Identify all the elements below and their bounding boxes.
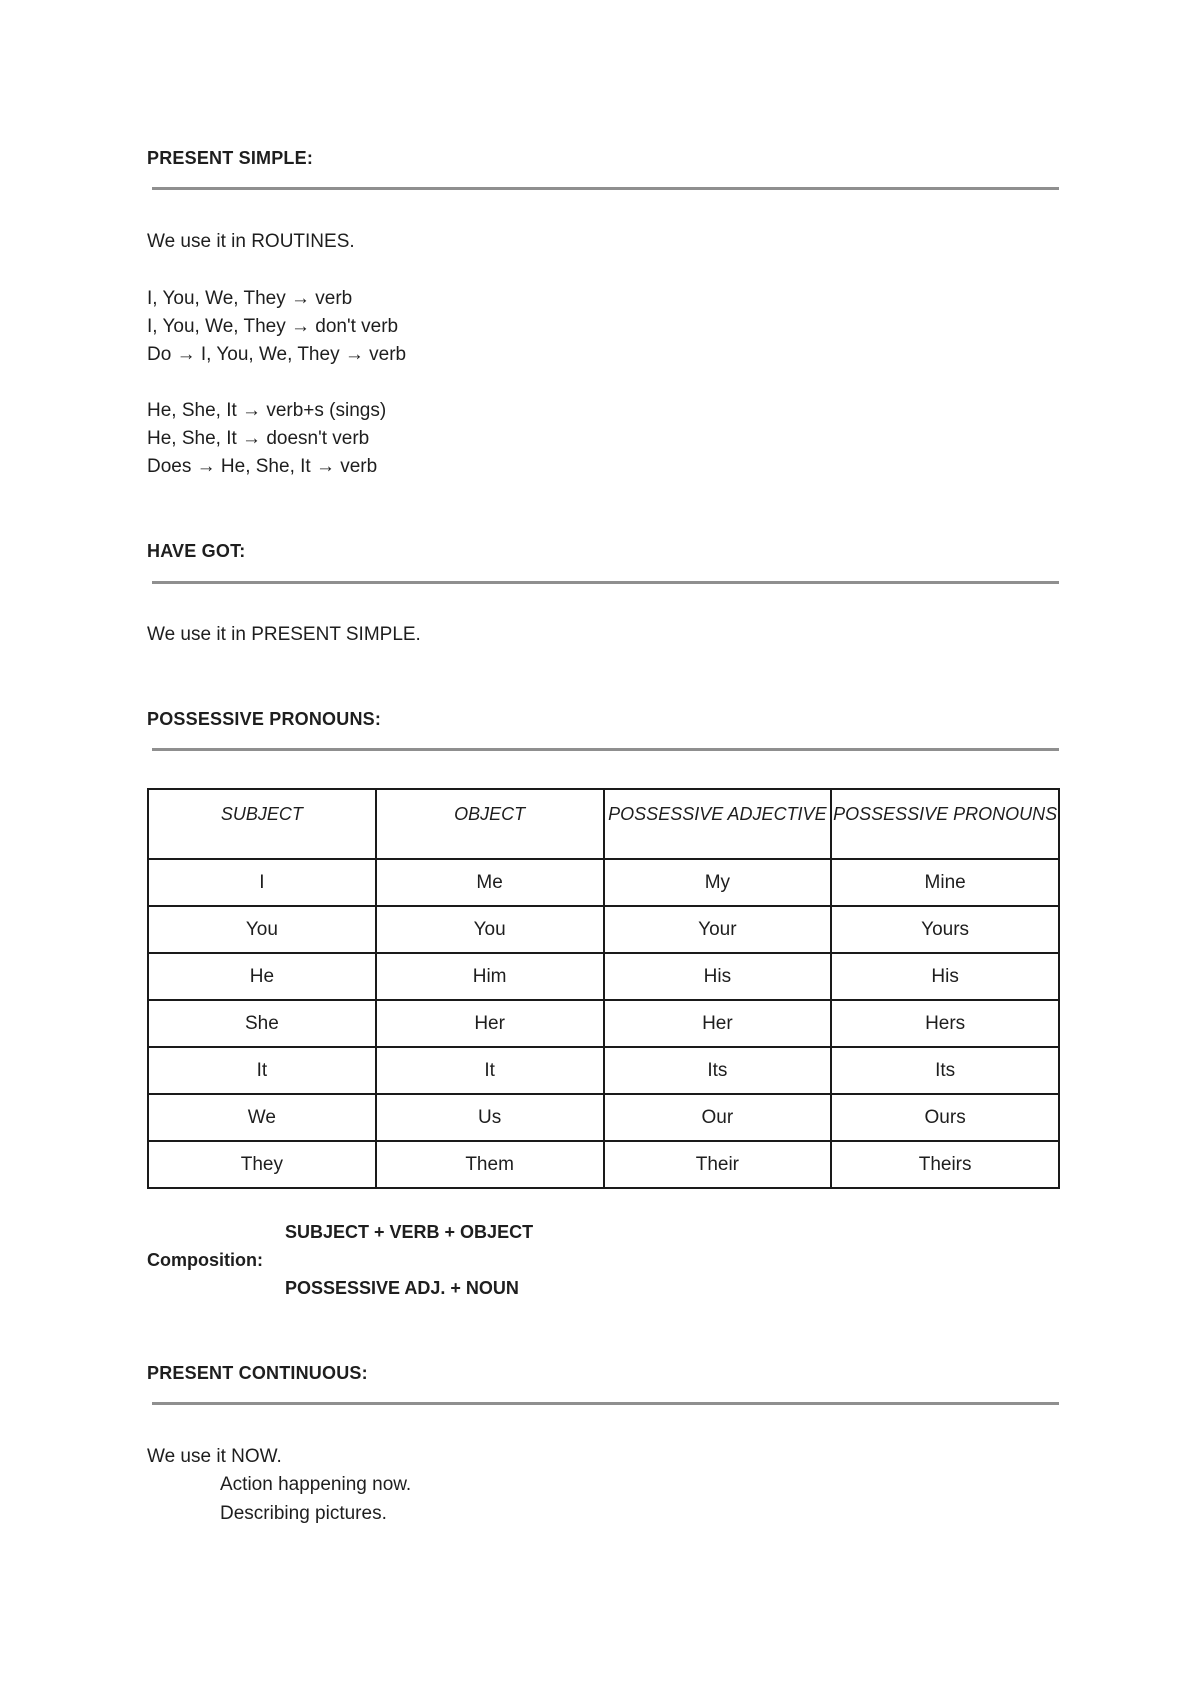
heading-possessive-pronouns: POSSESSIVE PRONOUNS: xyxy=(147,709,382,729)
present-continuous-detail: Action happening now. xyxy=(220,1474,412,1495)
present-simple-rule: He, She, It → verb+s (sings) xyxy=(147,400,387,421)
table-cell: Mine xyxy=(831,859,1059,906)
present-simple-rule: Does → He, She, It → verb xyxy=(147,456,378,477)
divider-have-got xyxy=(152,581,1059,584)
present-simple-rule: I, You, We, They → verb xyxy=(147,288,353,309)
table-cell: My xyxy=(604,859,832,906)
table-cell: I xyxy=(148,859,376,906)
header-possessive-pronouns: POSSESSIVE PRONOUNS xyxy=(831,789,1059,859)
table-cell: She xyxy=(148,1000,376,1047)
table-cell: Yours xyxy=(831,906,1059,953)
heading-present-continuous: PRESENT CONTINUOUS: xyxy=(147,1363,368,1383)
composition-formula: SUBJECT + VERB + OBJECT xyxy=(285,1222,534,1242)
table-cell: It xyxy=(376,1047,604,1094)
table-cell: Our xyxy=(604,1094,832,1141)
table-cell: Us xyxy=(376,1094,604,1141)
table-cell: Its xyxy=(831,1047,1059,1094)
table-row xyxy=(148,1141,1059,1188)
table-cell: His xyxy=(604,953,832,1000)
heading-have-got: HAVE GOT: xyxy=(147,541,246,561)
present-continuous-detail: Describing pictures. xyxy=(220,1503,387,1524)
table-cell: Him xyxy=(376,953,604,1000)
table-cell: Her xyxy=(376,1000,604,1047)
heading-present-simple: PRESENT SIMPLE: xyxy=(147,148,314,168)
present-simple-rule: Do → I, You, We, They → verb xyxy=(147,344,407,365)
possessive-pronouns-table xyxy=(147,788,1060,1189)
table-row xyxy=(148,1094,1059,1141)
header-subject: SUBJECT xyxy=(148,789,376,859)
header-object: OBJECT xyxy=(376,789,604,859)
table-row xyxy=(148,953,1059,1000)
present-simple-rule: I, You, We, They → don't verb xyxy=(147,316,399,337)
table-cell: You xyxy=(148,906,376,953)
table-cell: He xyxy=(148,953,376,1000)
present-simple-usage: We use it in ROUTINES. xyxy=(147,231,355,252)
table-cell: Ours xyxy=(831,1094,1059,1141)
composition-label: Composition: xyxy=(147,1250,263,1270)
table-cell: Its xyxy=(604,1047,832,1094)
divider-possessive-pronouns xyxy=(152,748,1059,751)
present-continuous-usage: We use it NOW. xyxy=(147,1446,282,1467)
table-row xyxy=(148,1047,1059,1094)
table-cell: His xyxy=(831,953,1059,1000)
table-cell: Theirs xyxy=(831,1141,1059,1188)
table-cell: Your xyxy=(604,906,832,953)
table-cell: We xyxy=(148,1094,376,1141)
table-cell: They xyxy=(148,1141,376,1188)
divider-present-simple xyxy=(152,187,1059,190)
table-cell: It xyxy=(148,1047,376,1094)
table-cell: Their xyxy=(604,1141,832,1188)
table-row xyxy=(148,1000,1059,1047)
header-possessive-adjective: POSSESSIVE ADJECTIVE xyxy=(604,789,832,859)
table-cell: You xyxy=(376,906,604,953)
table-row xyxy=(148,906,1059,953)
table-header-row xyxy=(148,789,1059,859)
table-cell: Me xyxy=(376,859,604,906)
table-cell: Her xyxy=(604,1000,832,1047)
divider-present-continuous xyxy=(152,1402,1059,1405)
have-got-usage: We use it in PRESENT SIMPLE. xyxy=(147,624,421,645)
table-row xyxy=(148,859,1059,906)
composition-formula: POSSESSIVE ADJ. + NOUN xyxy=(285,1278,519,1298)
present-simple-rule: He, She, It → doesn't verb xyxy=(147,428,370,449)
table-cell: Them xyxy=(376,1141,604,1188)
table-cell: Hers xyxy=(831,1000,1059,1047)
